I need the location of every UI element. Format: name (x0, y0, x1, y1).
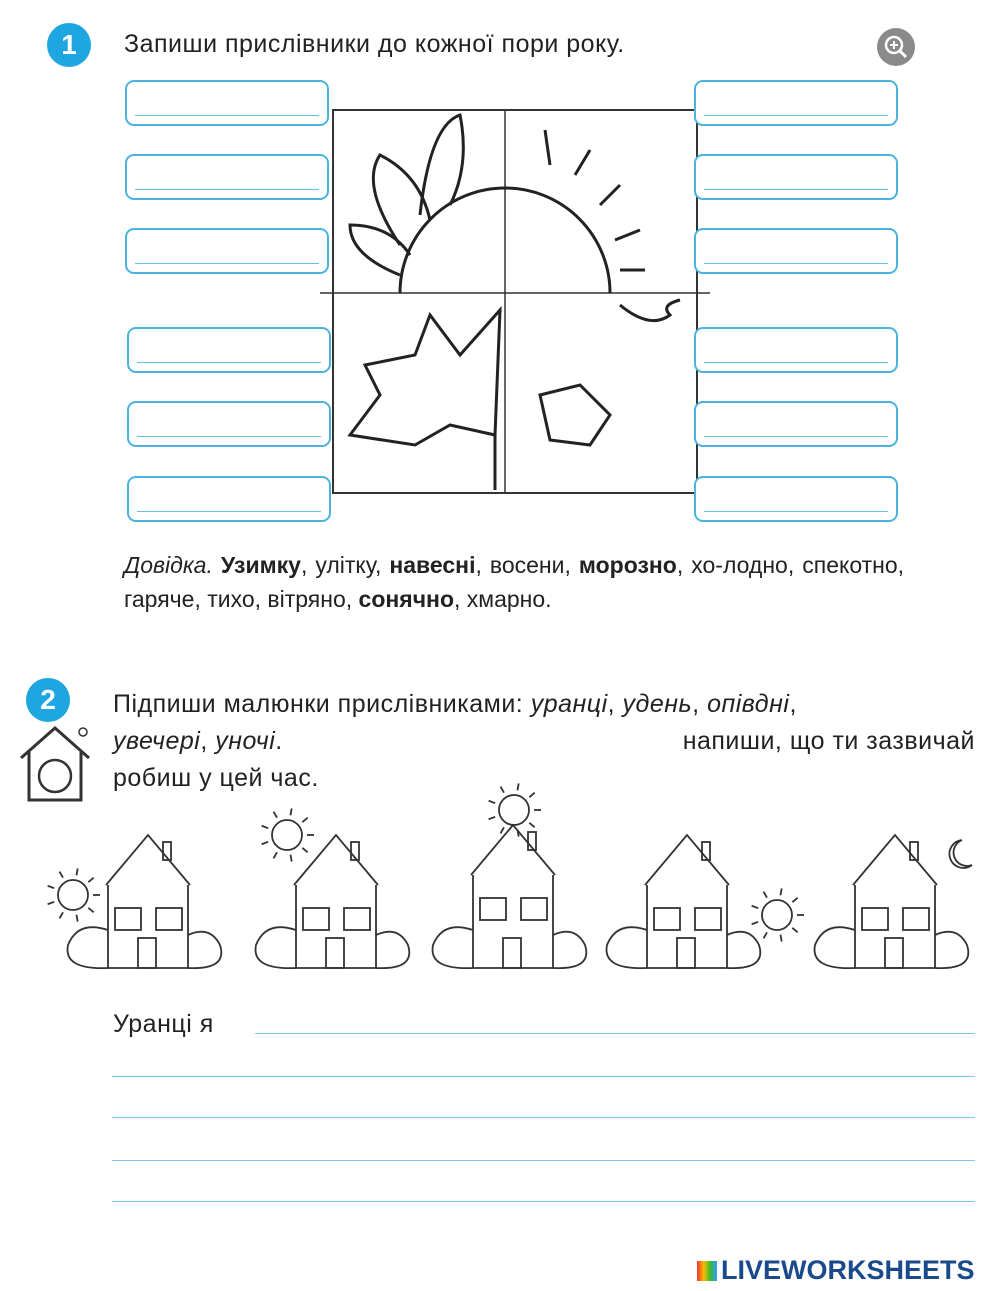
hint-word: Узимку (220, 552, 301, 578)
answer-box-right-2[interactable] (694, 154, 898, 200)
house-icon (815, 835, 973, 968)
hint-word: , хмарно. (454, 586, 552, 612)
answer-line-1[interactable] (255, 1033, 975, 1034)
answer-input[interactable] (112, 1176, 975, 1199)
answer-box-left-6[interactable] (127, 476, 331, 522)
seasons-picture (320, 105, 710, 500)
task-2-number: 2 (26, 678, 70, 722)
task-1-number: 1 (47, 23, 91, 67)
adverb: опівдні (707, 690, 790, 718)
answer-input[interactable] (135, 407, 323, 435)
hint-word: навесні (389, 552, 476, 578)
answer-box-left-3[interactable] (125, 228, 329, 274)
answer-box-left-4[interactable] (127, 327, 331, 373)
answer-input[interactable] (133, 86, 321, 114)
adverb: увечері (113, 727, 201, 755)
task-1-title: Запиши прислівники до кожної пори року. (124, 30, 625, 58)
task-2-text: Підпиши малюнки прислівниками: уранці, удень, опівдні, увечері, уночі. напиши, що ти зазвичай робиш у цей час. (113, 686, 975, 797)
houses-illustration (0, 780, 1000, 980)
answer-input[interactable] (112, 1051, 975, 1074)
answer-input[interactable] (702, 160, 890, 188)
hint-label: Довідка. (124, 552, 213, 578)
hint-word: сонячно (358, 586, 454, 612)
answer-input[interactable] (135, 333, 323, 361)
answer-box-right-3[interactable] (694, 228, 898, 274)
answer-input[interactable] (112, 1092, 975, 1115)
logo-text: LIVEWORKSHEETS (721, 1255, 975, 1285)
answer-prefix: Уранці я (113, 1010, 214, 1038)
answer-input[interactable] (702, 482, 890, 510)
house-icon (433, 783, 587, 968)
answer-line-5[interactable] (112, 1201, 975, 1202)
answer-input[interactable] (135, 482, 323, 510)
task-2-line: напиши, що ти зазвичай (682, 727, 975, 755)
answer-box-right-1[interactable] (694, 80, 898, 126)
answer-box-right-4[interactable] (694, 327, 898, 373)
answer-input[interactable] (702, 234, 890, 262)
answer-box-left-5[interactable] (127, 401, 331, 447)
hint-word: , восени, (475, 552, 579, 578)
answer-input[interactable] (133, 160, 321, 188)
hint-word: , улітку, (300, 552, 390, 578)
answer-input[interactable] (255, 1008, 975, 1031)
hint-word: , хо-лодно, спекотно, гаряче, тихо, вітряно, (124, 552, 905, 612)
hint-word: морозно (578, 552, 677, 578)
answer-box-left-1[interactable] (125, 80, 329, 126)
hint-text (124, 548, 904, 616)
adverb: уночі (215, 727, 276, 755)
house-icon (256, 808, 410, 968)
task-2-line: Підпиши малюнки прислівниками: (113, 690, 531, 718)
house-icon (607, 835, 805, 968)
answer-input[interactable] (112, 1135, 975, 1158)
adverb: уранці (530, 690, 608, 718)
answer-line-4[interactable] (112, 1160, 975, 1161)
answer-box-right-5[interactable] (694, 401, 898, 447)
answer-input[interactable] (702, 407, 890, 435)
adverb: удень (622, 690, 693, 718)
answer-input[interactable] (702, 333, 890, 361)
answer-line-3[interactable] (112, 1117, 975, 1118)
answer-line-2[interactable] (112, 1076, 975, 1077)
answer-box-left-2[interactable] (125, 154, 329, 200)
answer-input[interactable] (133, 234, 321, 262)
liveworksheets-logo (697, 1255, 975, 1286)
answer-input[interactable] (702, 86, 890, 114)
zoom-icon[interactable] (877, 28, 915, 66)
answer-box-right-6[interactable] (694, 476, 898, 522)
task-2-line: робиш у цей час. (113, 764, 319, 792)
house-icon (48, 835, 222, 968)
